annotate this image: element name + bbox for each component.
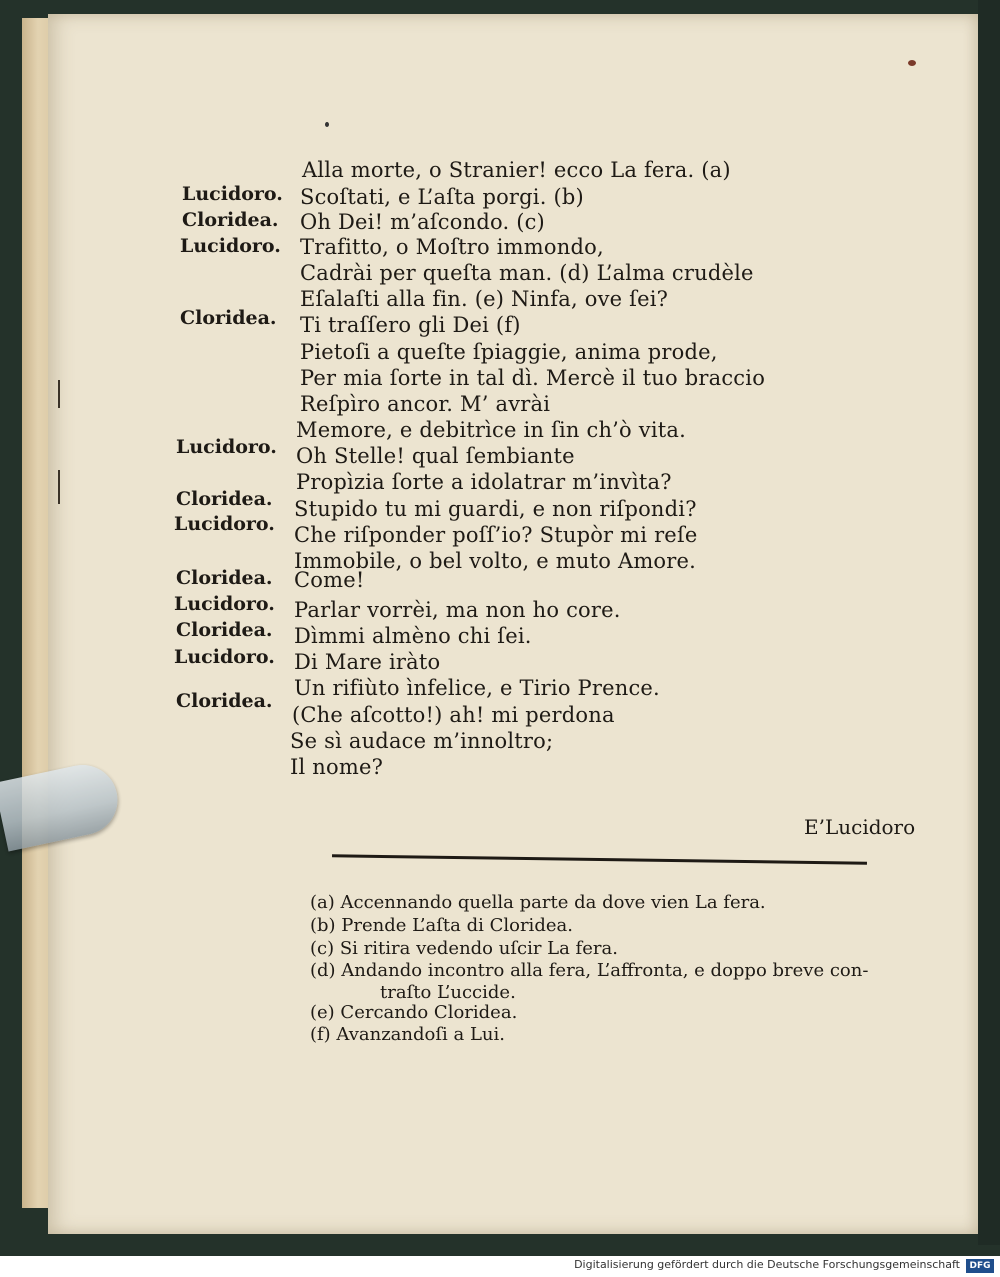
verse-line: Il nome? bbox=[290, 755, 384, 779]
ink-speck bbox=[908, 60, 916, 66]
verse-line: Immobile, o bel volto, e muto Amore. bbox=[294, 549, 697, 573]
verse-line: Memore, e debitrìce in ſin ch’ò vita. bbox=[296, 418, 686, 442]
footnote: (e) Cercando Cloridea. bbox=[310, 1002, 518, 1023]
speaker-label: Lucidoro. bbox=[174, 513, 275, 535]
dfg-logo: DFG bbox=[966, 1259, 994, 1273]
verse-line: Trafitto, o Moſtro immondo, bbox=[300, 235, 604, 259]
speaker-label: Lucidoro. bbox=[180, 235, 281, 257]
verse-line: Oh Dei! m’aſcondo. (c) bbox=[300, 210, 545, 234]
ink-speck bbox=[325, 122, 329, 127]
footnote: (a) Accennando quella parte da dove vien La fera. bbox=[310, 892, 766, 913]
next-page-edge bbox=[978, 0, 1000, 1245]
speaker-label: Lucidoro. bbox=[174, 593, 275, 615]
speaker-label: Lucidoro. bbox=[174, 646, 275, 668]
verse-line: Scoſtati, e L’aſta porgi. (b) bbox=[300, 185, 584, 209]
verse-line: Ti traſſero gli Dei (f) bbox=[300, 313, 521, 337]
footnote: (b) Prende L’aſta di Cloridea. bbox=[310, 915, 573, 936]
funding-credit: Digitalisierung gefördert durch die Deutsche Forschungsgemeinschaft bbox=[574, 1258, 960, 1271]
verse-line: Eſalaſti alla fin. (e) Ninfa, ove ſei? bbox=[300, 287, 669, 311]
verse-line: Un rifiùto ìnfelice, e Tirio Prence. bbox=[294, 676, 660, 700]
speaker-label: Cloridea. bbox=[176, 619, 273, 641]
digitization-footer bbox=[0, 1256, 1000, 1277]
verse-line: Pietoſi a queſte ſpiaggie, anima prode, bbox=[300, 340, 718, 364]
speaker-label: Cloridea. bbox=[176, 488, 273, 510]
verse-line: Che riſponder poſſ’io? Stupòr mi reſe bbox=[294, 523, 698, 547]
speaker-label: Cloridea. bbox=[176, 690, 273, 712]
margin-mark bbox=[58, 470, 60, 504]
verse-line: Alla morte, o Stranier! ecco La fera. (a) bbox=[302, 158, 731, 182]
speaker-label: Cloridea. bbox=[180, 307, 277, 329]
verse-line: Oh Stelle! qual ſembiante bbox=[296, 444, 575, 468]
verse-line: Per mia ſorte in tal dì. Mercè il tuo braccio bbox=[300, 366, 766, 390]
verse-line: Propìzia ſorte a idolatrar m’invìta? bbox=[296, 470, 672, 494]
verse-line: Dìmmi almèno chi ſei. bbox=[294, 624, 532, 648]
speaker-label: Lucidoro. bbox=[176, 436, 277, 458]
speaker-label: Cloridea. bbox=[182, 209, 279, 231]
footnote: (d) Andando incontro alla fera, L’affronta, e doppo breve con- bbox=[310, 960, 869, 981]
speaker-label: Lucidoro. bbox=[182, 183, 283, 205]
verse-line: Stupido tu mi guardi, e non riſpondi? bbox=[294, 497, 697, 521]
speaker-label: Cloridea. bbox=[176, 567, 273, 589]
margin-mark bbox=[58, 380, 60, 408]
footnote: (f) Avanzandoſi a Lui. bbox=[310, 1024, 505, 1045]
footnote: (c) Si ritira vedendo uſcir La fera. bbox=[310, 938, 618, 959]
verse-line: Di Mare iràto bbox=[294, 650, 441, 674]
catchword: E’Lucidoro bbox=[804, 815, 916, 839]
footnote: traſto L’uccide. bbox=[380, 982, 516, 1003]
verse-line: Se sì audace m’innoltro; bbox=[290, 729, 554, 753]
verse-line: Come! bbox=[294, 568, 365, 592]
verse-line: Parlar vorrèi, ma non ho core. bbox=[294, 598, 621, 622]
verse-line: Cadrài per queſta man. (d) L’alma crudèle bbox=[300, 261, 754, 285]
verse-line: (Che aſcotto!) ah! mi perdona bbox=[292, 703, 615, 727]
verse-line: Reſpìro ancor. M’ avrài bbox=[300, 392, 551, 416]
